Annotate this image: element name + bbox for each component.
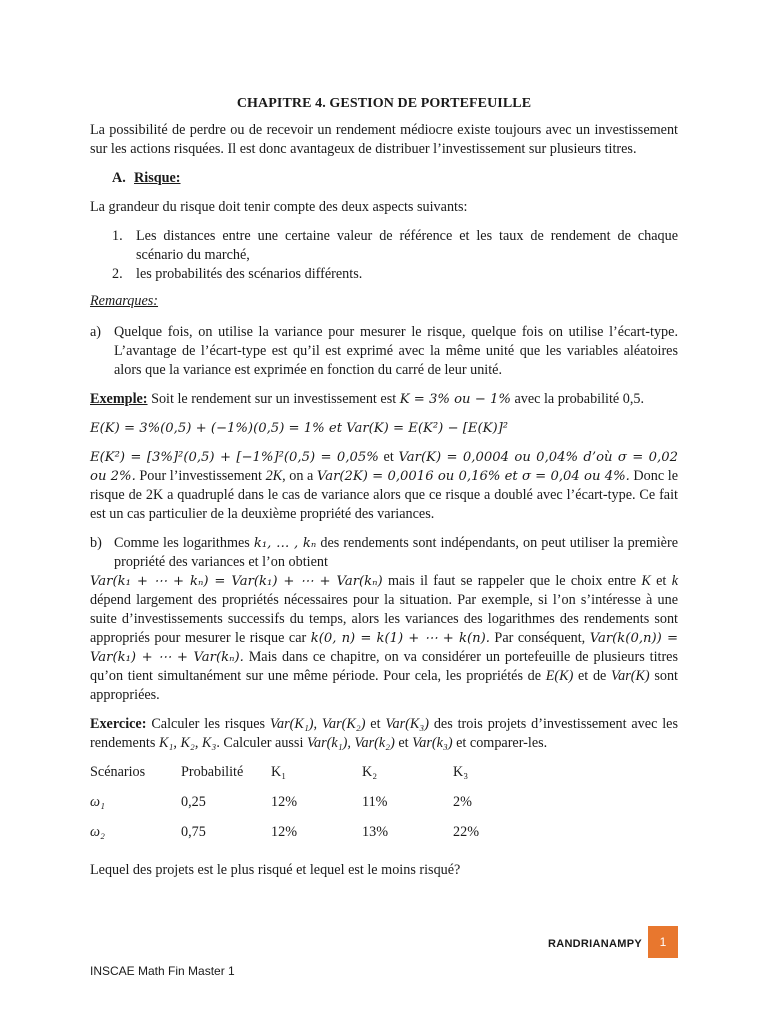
table-cell: 0,25 [181, 794, 206, 810]
eq2-math-1: E(K²) = [3%]²(0,5) + [−1%]²(0,5) = 0,05% [90, 450, 379, 465]
table-cell: 2% [453, 794, 472, 810]
chapter-title: CHAPITRE 4. GESTION DE PORTEFEUILLE [236, 96, 532, 111]
table-header-cell: K₁ [271, 764, 287, 780]
remark-a-number: a) [90, 324, 102, 340]
example-text-2: avec la probabilité 0,5. [510, 391, 645, 407]
remark-b-body-text-2: et [650, 573, 672, 589]
remark-b-text [114, 534, 678, 572]
table-cell: 12% [271, 824, 298, 840]
example-math-1: K = 3% ou − 1% [399, 392, 511, 407]
example-label: Exemple: [90, 391, 148, 407]
remark-b-body-math-2: k(0, n) = k(1) + ⋯ + k(n). [310, 631, 490, 646]
remark-b-body-text-7: sont appropriées. [90, 668, 678, 703]
exercise-italic-1: Var(K₁), Var(K₂) [269, 716, 366, 732]
table-cell: 11% [362, 794, 388, 810]
exercise-text-2: et [365, 716, 386, 732]
remark-b-text-1: Comme les logarithmes [114, 535, 254, 551]
table-row [90, 793, 533, 823]
equation-1 [90, 419, 678, 438]
remark-b-body-text-4: Par conséquent, [489, 630, 590, 646]
risk-intro: La grandeur du risque doit tenir compte des deux aspects suivants: [90, 199, 468, 215]
exercise-italic-5: Var(k₃) [412, 735, 453, 751]
table-row [90, 823, 533, 853]
remark-b [90, 534, 678, 572]
remark-b-number: b) [90, 535, 102, 551]
table-header-cell: Probabilité [181, 764, 244, 780]
intro-paragraph: La possibilité de perdre ou de recevoir un rendement médiocre existe toujours avec un investissement sur les actions risquées. Il est donc avantageux de distribuer l’investissement sur plusieurs titres. [90, 122, 678, 157]
equation-2-paragraph [90, 448, 678, 524]
remark-b-body-math-1: Var(k₁ + ⋯ + kₙ) = Var(k₁) + ⋯ + Var(kₙ) [90, 574, 383, 589]
exercise-text-3: des trois projets d’investissement avec les rendements [90, 716, 678, 751]
remark-a [90, 323, 678, 380]
table-header-row [90, 763, 533, 793]
list-number: 2. [112, 266, 123, 282]
remark-b-body-text-6: et de [573, 668, 612, 684]
section-a-heading [90, 169, 678, 188]
page-number-badge: 1 [648, 926, 678, 958]
remark-b-math-1: k₁, … , kₙ [253, 536, 317, 551]
exercise-paragraph [90, 715, 678, 753]
exercise-italic-3: K₁, K₂, K₃ [158, 735, 217, 751]
eq2-math-2: Var(K) = 0,0004 ou 0,04% d’où σ = 0,02 ou 2%. [90, 450, 678, 484]
exercise-text-1: Calculer les risques [146, 716, 270, 732]
remark-a-text: Quelque fois, on utilise la variance pour mesurer le risque, quelque fois on utilise l’écart-type. L’avantage de l’écart-type est qu’il est exprimé avec la même unité que les variables aléatoires alors que la variance est exprimée en fonction du carré de leur unité. [114, 324, 678, 378]
equation-1-math: E(K) = 3%(0,5) + (−1%)(0,5) = 1% et Var(K) = E(K²) − [E(K)]² [90, 421, 509, 436]
document-page [90, 84, 678, 890]
eq2-text-3: , on a [282, 468, 317, 484]
section-a-number: A. [112, 170, 126, 186]
eq2-italic-1: 2K [265, 468, 283, 484]
example-text-1: Soit le rendement sur un investissement est [147, 391, 400, 407]
remarks-label: Remarques: [90, 293, 159, 309]
remark-b-body-italic-1: K [641, 573, 651, 589]
remark-b-body-italic-2: k [671, 573, 678, 589]
exercise-italic-4: Var(k₁), Var(k₂) [306, 735, 395, 751]
table-header-cell: K₃ [453, 764, 469, 780]
list-item [90, 227, 678, 265]
eq2-math-3: Var(2K) = 0,0016 ou 0,16% et σ = 0,04 ou 4%. [316, 469, 630, 484]
eq2-text-4: Donc le risque de 2K a quadruplé dans le cas de variance alors que ce risque a doublé avec l’écart-type. Ce fait est un cas particulier de la deuxième propriété des variances. [90, 468, 678, 522]
scenario-table [90, 763, 533, 853]
list-text: Les distances entre une certaine valeur de référence et les taux de rendement de chaque scénario du marché, [136, 228, 678, 263]
table-cell: 12% [271, 794, 298, 810]
table-cell: 22% [453, 824, 480, 840]
section-a-label: Risque: [134, 170, 181, 186]
exercise-text-6: et comparer-les. [452, 735, 548, 751]
example-paragraph [90, 390, 678, 409]
footer-author-block [548, 926, 678, 958]
exercise-text-5: et [394, 735, 413, 751]
list-item [90, 265, 678, 284]
eq2-text-2: Pour l’investissement [135, 468, 266, 484]
remark-b-body-italic-3: E(K) [545, 668, 574, 684]
table-cell: 0,75 [181, 824, 206, 840]
remark-b-body-text-3: dépend largement des propriétés nécessaires pour la situation. Par exemple, si l’on s’intéresse à une suite d’investissements successifs du temps, alors les variances des logarithmes des rendements sont appropriés pour mesurer le risque car [90, 592, 678, 646]
list-number: 1. [112, 228, 123, 244]
list-text: les probabilités des scénarios différents. [136, 266, 363, 282]
author-name: RANDRIANAMPY [547, 938, 642, 950]
question-text: Lequel des projets est le plus risqué et lequel est le moins risqué? [90, 862, 461, 878]
exercise-italic-2: Var(K₃) [385, 716, 429, 732]
risk-aspects-list [90, 227, 678, 284]
remark-b-text-2: des rendements sont indépendants, on peut utiliser la première propriété des variances et l’on obtient [114, 535, 678, 570]
table-cell: ω₁ [90, 794, 105, 810]
table-header-cell: Scénarios [90, 764, 146, 780]
eq2-text-1: et [378, 449, 399, 465]
table-header-cell: K₂ [362, 764, 378, 780]
exercise-text-4: . Calculer aussi [216, 735, 307, 751]
remark-b-body-italic-4: Var(K) [611, 668, 650, 684]
remark-b-body-text-1: mais il faut se rappeler que le choix entre [382, 573, 642, 589]
remark-b-body [90, 572, 678, 705]
table-cell: ω₂ [90, 824, 105, 840]
remark-b-body-text-5: Mais dans ce chapitre, on va considérer un portefeuille de plusieurs titres qu’on tient simultanément sur une même période. Pour cela, les propriétés de [90, 649, 678, 684]
table-cell: 13% [362, 824, 389, 840]
remark-b-body-math-3: Var(k(0,n)) = Var(k₁) + ⋯ + Var(kₙ). [90, 631, 678, 665]
footer-course: INSCAE Math Fin Master 1 [90, 964, 235, 978]
exercise-label: Exercice: [90, 716, 147, 732]
